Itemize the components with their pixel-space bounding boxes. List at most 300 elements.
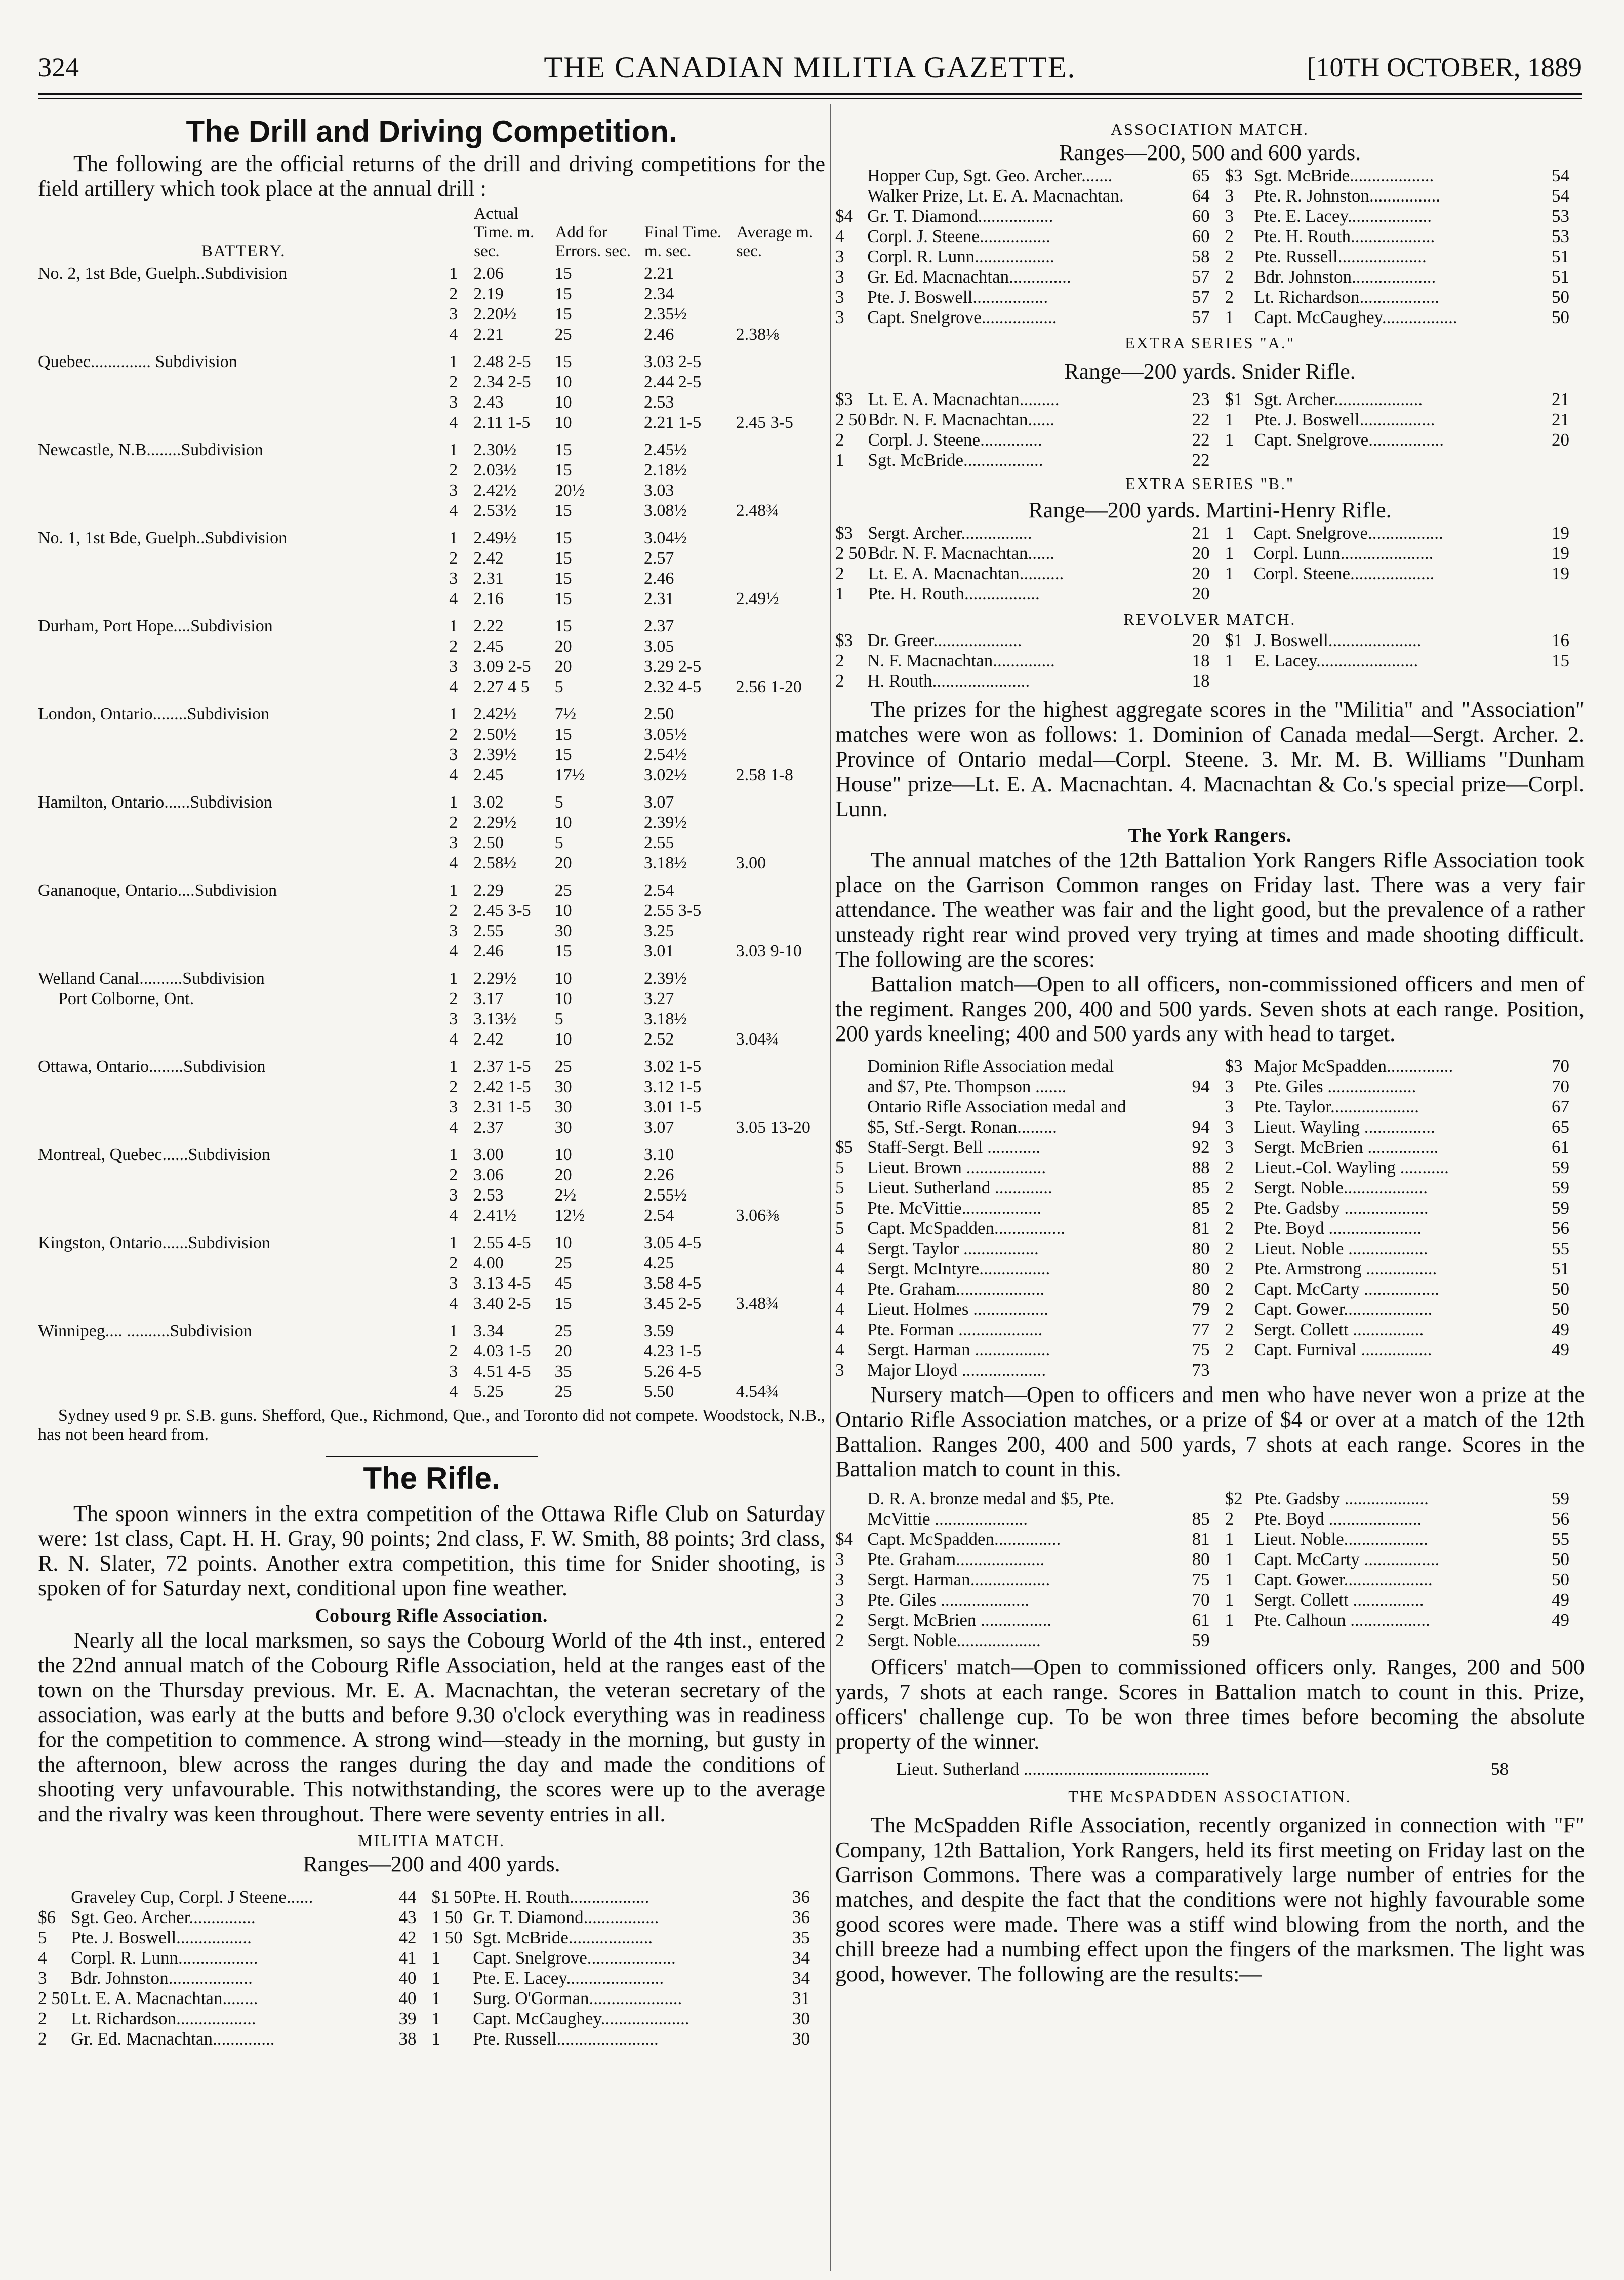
prize-cell: 1	[431, 2029, 440, 2049]
errors-cell: 25	[554, 1057, 572, 1076]
extra-a-results	[835, 389, 1585, 470]
name-cell: Hopper Cup, Sgt. Geo. Archer.......	[867, 166, 1113, 185]
nursery-results	[835, 1489, 1585, 1651]
score-row	[835, 307, 1225, 328]
score-cell: 44	[398, 1887, 417, 1907]
final-time-cell: 3.05½	[643, 725, 687, 744]
prize-cell: 1	[1225, 1549, 1234, 1569]
name-cell: Sergt. Taylor .................	[867, 1238, 1039, 1258]
subdivision-cell: 1	[449, 1145, 458, 1164]
prize-cell	[38, 1887, 71, 1907]
subdivision-cell: 2	[449, 285, 458, 303]
average-cell	[736, 433, 825, 460]
drill-row	[38, 548, 825, 569]
score-cell: 20	[1552, 430, 1569, 450]
score-row	[835, 1590, 1225, 1610]
header-rule-thin	[38, 98, 1582, 99]
score-cell: 49	[1552, 1610, 1569, 1630]
name-cell: Lieut. Noble ..................	[1254, 1238, 1428, 1258]
name-cell: Pte. Taylor....................	[1254, 1097, 1419, 1116]
score-row	[1225, 1259, 1585, 1279]
drill-row	[38, 1138, 825, 1165]
battery-cell: Durham, Port Hope....Subdivision	[38, 617, 273, 635]
errors-cell: 15	[554, 529, 572, 547]
average-cell	[736, 345, 825, 372]
drill-row	[38, 609, 825, 636]
score-row	[835, 543, 1225, 564]
final-time-cell: 2.52	[643, 1030, 674, 1049]
prize-cell: 3	[835, 1570, 844, 1589]
battery-cell	[38, 1077, 449, 1097]
final-time-cell: 3.04½	[643, 529, 687, 547]
average-cell	[736, 1362, 825, 1382]
name-cell: Sgt. McBride...................	[473, 1928, 653, 1947]
score-row	[835, 410, 1225, 430]
prize-cell: 4	[835, 1238, 844, 1258]
errors-cell: 10	[554, 989, 572, 1008]
score-cell: 30	[792, 2009, 810, 2028]
score-row	[835, 1117, 1225, 1137]
drill-row	[38, 1009, 825, 1029]
battery-cell	[38, 725, 449, 745]
name-cell: Capt. Gower....................	[1254, 1570, 1433, 1589]
actual-time-cell: 2.55	[473, 922, 504, 940]
drill-row	[38, 1362, 825, 1382]
score-cell: 80	[1192, 1549, 1210, 1569]
score-cell: 57	[1192, 267, 1210, 287]
actual-time-cell: 3.00	[473, 1145, 504, 1164]
errors-cell: 15	[554, 1294, 572, 1313]
score-row	[1225, 1279, 1585, 1299]
battery-cell	[38, 1206, 449, 1226]
actual-time-cell: 3.34	[473, 1322, 504, 1340]
actual-time-cell: 2.58½	[473, 854, 517, 872]
final-time-cell: 3.18½	[643, 1010, 687, 1028]
score-cell: 16	[1552, 630, 1569, 650]
score-cell: 20	[1192, 564, 1210, 583]
extra-b-title: EXTRA SERIES "B."	[1125, 474, 1295, 493]
final-time-cell: 3.07	[643, 793, 674, 812]
prize-cell: 1	[835, 584, 844, 604]
name-cell: Capt. McSpadden................	[867, 1218, 1066, 1238]
average-cell	[736, 725, 825, 745]
battery-cell	[38, 921, 449, 941]
score-row	[1225, 1590, 1585, 1610]
score-row	[1225, 1097, 1585, 1117]
prize-cell	[835, 1117, 867, 1137]
average-cell	[736, 833, 825, 853]
prize-cell	[835, 1489, 867, 1509]
score-cell: 49	[1552, 1319, 1569, 1339]
subdivision-cell: 3	[449, 393, 458, 412]
prize-cell: 1	[1225, 564, 1234, 583]
prize-cell: 1	[431, 2009, 440, 2028]
actual-time-cell: 4.03 1-5	[473, 1342, 531, 1361]
score-cell: 55	[1552, 1238, 1569, 1258]
prize-cell: 3	[1225, 1117, 1234, 1137]
name-cell: Capt. McCaughey....................	[473, 2009, 689, 2028]
score-row	[1225, 1117, 1585, 1137]
name-cell: Lt. E. A. Macnachtan.........	[868, 389, 1060, 409]
drill-row	[38, 813, 825, 833]
section-rule	[326, 1456, 538, 1457]
score-cell: 53	[1552, 226, 1569, 246]
actual-time-cell: 2.11 1-5	[473, 413, 531, 432]
score-cell: 61	[1552, 1137, 1569, 1157]
errors-cell: 17½	[554, 766, 585, 784]
name-cell: Pte. Armstrong ................	[1254, 1259, 1437, 1278]
name-cell: Pte. Graham....................	[867, 1549, 1045, 1569]
name-cell: Pte. H. Routh..................	[473, 1887, 649, 1907]
score-row	[835, 226, 1225, 247]
subdivision-cell: 4	[449, 854, 458, 872]
militia-match-title: MILITIA MATCH.	[358, 1831, 505, 1850]
battery-cell	[38, 392, 449, 413]
battery-cell: No. 2, 1st Bde, Guelph..Subdivision	[38, 264, 288, 283]
score-cell: 59	[1192, 1630, 1210, 1650]
average-cell	[736, 697, 825, 725]
drill-row	[38, 989, 825, 1009]
score-cell	[1182, 1489, 1225, 1509]
officer-score: 58	[1491, 1759, 1509, 1779]
score-cell: 79	[1192, 1299, 1210, 1319]
battalion-right-list	[1225, 1056, 1585, 1360]
average-cell: 2.49½	[736, 589, 779, 608]
score-cell: 21	[1552, 410, 1569, 429]
average-cell: 2.45 3-5	[736, 413, 793, 432]
actual-time-cell: 2.22	[473, 617, 504, 635]
final-time-cell: 5.50	[643, 1382, 674, 1401]
actual-time-cell: 2.42	[473, 1030, 504, 1049]
name-cell: Dominion Rifle Association medal	[867, 1056, 1114, 1076]
prize-cell: 3	[835, 267, 844, 287]
score-row	[1225, 267, 1585, 287]
average-cell	[736, 1077, 825, 1097]
actual-time-cell: 2.19	[473, 285, 504, 303]
drill-row	[38, 1185, 825, 1206]
subdivision-cell: 3	[449, 922, 458, 940]
name-cell: Major McSpadden...............	[1254, 1056, 1453, 1076]
final-time-cell: 2.35½	[643, 305, 687, 324]
drill-row	[38, 636, 825, 657]
actual-time-cell: 2.39½	[473, 745, 517, 764]
name-cell: Gr. Ed. Macnachtan..............	[867, 267, 1071, 287]
errors-cell: 5	[554, 793, 563, 812]
battery-cell	[38, 765, 449, 785]
score-row	[835, 166, 1225, 186]
prize-cell: 3	[38, 1968, 47, 1988]
prize-cell: 1	[1225, 523, 1234, 543]
prize-cell: $3	[1225, 1056, 1243, 1076]
score-cell: 50	[1552, 1549, 1569, 1569]
score-row	[38, 1948, 432, 1968]
name-cell: Pte. E. Lacey......................	[473, 1968, 664, 1988]
prize-cell: 2	[835, 564, 844, 583]
score-row	[38, 1887, 432, 1907]
subdivision-cell: 2	[449, 1077, 458, 1096]
actual-time-cell: 2.21	[473, 325, 504, 344]
score-row	[835, 1218, 1225, 1238]
score-cell: 80	[1192, 1279, 1210, 1299]
score-cell: 35	[792, 1928, 810, 1947]
actual-time-cell: 2.37 1-5	[473, 1057, 531, 1076]
score-row	[835, 247, 1225, 267]
score-row	[432, 2029, 826, 2049]
prize-cell	[835, 1056, 867, 1076]
battery-cell	[38, 677, 449, 697]
name-cell: Pte. Giles ....................	[867, 1590, 1030, 1610]
actual-time-cell: 2.27 4 5	[473, 677, 530, 696]
actual-time-cell: 2.53½	[473, 501, 517, 520]
drill-row	[38, 1382, 825, 1402]
final-time-cell: 5.26 4-5	[643, 1362, 702, 1381]
errors-cell: 15	[554, 589, 572, 608]
subdivision-cell: 2	[449, 725, 458, 744]
subdivision-cell: 3	[449, 1186, 458, 1205]
name-cell: Capt. Furnival ................	[1254, 1340, 1432, 1359]
drill-row	[38, 765, 825, 785]
revolver-results	[835, 630, 1585, 691]
name-cell: Pte. Calhoun ..................	[1254, 1610, 1430, 1630]
name-cell: Capt. Snelgrove.................	[1254, 430, 1444, 450]
prize-cell	[835, 166, 867, 186]
subdivision-cell: 4	[449, 766, 458, 784]
score-row	[835, 1549, 1225, 1570]
score-cell: 49	[1552, 1340, 1569, 1359]
name-cell: Capt. McSpadden...............	[867, 1529, 1061, 1549]
name-cell: Pte. Russell.......................	[473, 2029, 659, 2049]
average-cell	[736, 1253, 825, 1273]
score-cell: 59	[1552, 1178, 1569, 1197]
battery-cell	[38, 1273, 449, 1294]
name-cell: Lieut.-Col. Wayling ...........	[1254, 1157, 1449, 1177]
name-cell: Dr. Greer....................	[867, 630, 1022, 650]
score-row	[1225, 1340, 1585, 1360]
average-cell	[736, 372, 825, 392]
average-cell	[736, 1097, 825, 1117]
final-time-cell: 2.18½	[643, 461, 687, 479]
average-cell: 2.58 1-8	[736, 766, 793, 784]
actual-time-cell: 3.17	[473, 989, 504, 1008]
subdivision-cell: 1	[449, 441, 458, 459]
errors-cell: 2½	[554, 1186, 577, 1205]
prize-cell: 5	[835, 1198, 844, 1218]
score-cell: 15	[1552, 651, 1569, 670]
errors-cell: 7½	[554, 705, 577, 724]
drill-row	[38, 1077, 825, 1097]
errors-cell: 25	[554, 1382, 572, 1401]
subdivision-cell: 4	[449, 1294, 458, 1313]
militia-right-list	[432, 1887, 826, 2049]
actual-time-cell: 3.09 2-5	[473, 657, 531, 676]
drill-row	[38, 1097, 825, 1117]
drill-row	[38, 372, 825, 392]
score-cell: 64	[1192, 186, 1210, 206]
score-row	[432, 1928, 826, 1948]
prize-cell	[835, 186, 867, 206]
average-cell	[736, 1050, 825, 1077]
score-row	[1225, 247, 1585, 267]
actual-time-cell: 2.49½	[473, 529, 517, 547]
errors-cell: 10	[554, 413, 572, 432]
score-row	[1225, 389, 1585, 410]
final-time-cell: 2.44 2-5	[643, 373, 702, 391]
errors-cell: 12½	[554, 1206, 585, 1225]
extra-b-left-list	[835, 523, 1225, 604]
drill-row	[38, 873, 825, 901]
masthead-title: THE CANADIAN MILITIA GAZETTE.	[544, 51, 1076, 84]
score-cell: 65	[1552, 1117, 1569, 1137]
prizes-para: The prizes for the highest aggregate scores in the "Militia" and "Association" matches were won as follows: 1. Dominion of Canada medal—Sergt. Archer. 2. Province of Ontario medal—Corpl. Steene. 3. Mr. M. B. Williams "Dunham House" prize—Lt. E. A. Macnachtan. 4. Macnachtan & Co.'s special prize—Corpl. Lunn.	[835, 697, 1585, 821]
subdivision-cell: 3	[449, 1362, 458, 1381]
prize-cell: 1	[431, 1948, 440, 1968]
final-time-cell: 2.54	[643, 1206, 674, 1225]
drill-row	[38, 1294, 825, 1314]
score-row	[835, 1529, 1225, 1549]
average-cell	[736, 460, 825, 481]
final-time-cell: 3.08½	[643, 501, 687, 520]
final-time-cell: 2.54½	[643, 745, 687, 764]
name-cell: Lt. E. A. Macnachtan........	[71, 1988, 258, 2008]
battery-cell	[38, 304, 449, 325]
final-time-cell: 2.55 3-5	[643, 901, 702, 920]
score-cell: 51	[1552, 267, 1569, 287]
prize-cell: 3	[835, 1360, 844, 1380]
battery-cell	[38, 569, 449, 589]
actual-time-cell: 3.13½	[473, 1010, 517, 1028]
prize-cell: 3	[835, 307, 844, 327]
score-row	[835, 1056, 1225, 1076]
actual-time-cell: 2.42	[473, 549, 504, 568]
score-cell: 85	[1192, 1198, 1210, 1218]
score-row	[835, 1489, 1225, 1509]
name-cell: Pte. McVittie..................	[867, 1198, 1042, 1218]
name-cell: Bdr. Johnston...................	[71, 1968, 253, 1988]
score-cell: 75	[1192, 1340, 1210, 1359]
average-cell: 3.04¾	[736, 1030, 779, 1049]
prize-cell: 3	[835, 247, 844, 266]
score-row	[835, 630, 1225, 651]
name-cell: Sgt. Geo. Archer...............	[71, 1907, 256, 1927]
battery-cell: No. 1, 1st Bde, Guelph..Subdivision	[38, 529, 288, 547]
name-cell: Pte. J. Boswell.................	[867, 287, 1048, 307]
prize-cell: $4	[835, 206, 853, 226]
revolver-title: REVOLVER MATCH.	[1123, 610, 1296, 628]
average-cell	[736, 304, 825, 325]
score-row	[835, 450, 1225, 470]
score-row	[835, 1097, 1225, 1117]
score-row	[835, 430, 1225, 450]
prize-cell: 4	[835, 226, 844, 246]
name-cell: Capt. Gower....................	[1254, 1299, 1433, 1319]
score-cell: 43	[398, 1907, 417, 1927]
prize-cell: 1	[1225, 543, 1234, 563]
score-cell: 31	[792, 1988, 810, 2008]
actual-time-cell: 2.48 2-5	[473, 352, 531, 371]
score-row	[1225, 1178, 1585, 1198]
score-row	[835, 389, 1225, 410]
errors-cell: 30	[554, 922, 572, 940]
score-row	[38, 2029, 432, 2049]
association-ranges: Ranges—200, 500 and 600 yards.	[1059, 140, 1361, 165]
battery-cell	[38, 548, 449, 569]
score-cell: 50	[1552, 1570, 1569, 1589]
score-row	[1225, 1056, 1585, 1076]
score-row	[835, 186, 1225, 206]
name-cell: Pte. Graham....................	[867, 1279, 1045, 1299]
final-time-cell: 2.39½	[643, 969, 687, 988]
actual-time-cell: 2.06	[473, 264, 504, 283]
final-time-cell: 3.10	[643, 1145, 674, 1164]
battery-cell	[38, 636, 449, 657]
name-cell: Sgt. McBride...................	[1254, 166, 1434, 185]
score-cell: 19	[1552, 523, 1569, 543]
drill-title: The Drill and Driving Competition.	[186, 114, 677, 148]
score-row	[1225, 307, 1585, 328]
score-row	[1225, 564, 1585, 584]
prize-cell: 5	[835, 1178, 844, 1197]
battery-cell	[38, 372, 449, 392]
score-row	[1225, 1549, 1585, 1570]
prize-cell: 5	[835, 1218, 844, 1238]
name-cell: Sergt. Collett ................	[1254, 1590, 1424, 1610]
prize-cell: 2	[1225, 226, 1234, 246]
battery-cell: Winnipeg.... ..........Subdivision	[38, 1322, 252, 1340]
drill-row	[38, 697, 825, 725]
drill-row	[38, 725, 825, 745]
prize-cell: 4	[835, 1259, 844, 1278]
average-cell: 4.54¾	[736, 1382, 779, 1401]
prize-cell: $3	[835, 389, 853, 409]
score-row	[38, 1907, 432, 1928]
name-cell: and $7, Pte. Thompson .......	[867, 1076, 1067, 1096]
drill-row	[38, 325, 825, 345]
name-cell: Lt. E. A. Macnachtan..........	[868, 564, 1064, 583]
col-battery: BATTERY.	[201, 242, 286, 260]
subdivision-cell: 3	[449, 569, 458, 588]
prize-cell: 1	[1225, 307, 1234, 327]
final-time-cell: 3.27	[643, 989, 674, 1008]
battery-cell	[38, 833, 449, 853]
errors-cell: 15	[554, 352, 572, 371]
name-cell: Lt. Richardson..................	[1254, 287, 1439, 307]
prize-cell: 2	[1225, 1178, 1234, 1197]
name-cell: J. Boswell.....................	[1254, 630, 1422, 650]
actual-time-cell: 2.45	[473, 637, 504, 656]
name-cell: Corpl. Lunn.....................	[1253, 543, 1434, 563]
final-time-cell: 3.12 1-5	[643, 1077, 702, 1096]
drill-row	[38, 481, 825, 501]
name-cell: Sergt. Harman..................	[867, 1570, 1050, 1589]
drill-row	[38, 1206, 825, 1226]
score-cell: 39	[398, 2009, 417, 2028]
name-cell: Pte. Boyd .....................	[1254, 1218, 1422, 1238]
score-row	[1225, 1076, 1585, 1097]
score-cell: 40	[398, 1988, 417, 2008]
name-cell: Gr. Ed. Macnachtan..............	[71, 2029, 275, 2049]
battery-cell	[38, 1253, 449, 1273]
prize-cell: 2	[835, 1630, 844, 1650]
final-time-cell: 2.32 4-5	[643, 677, 702, 696]
final-time-cell: 2.21 1-5	[643, 413, 702, 432]
final-time-cell: 2.37	[643, 617, 674, 635]
name-cell: Capt. Snelgrove.................	[867, 307, 1057, 327]
battery-cell	[38, 589, 449, 609]
prize-cell: 4	[835, 1340, 844, 1359]
actual-time-cell: 2.50	[473, 833, 504, 852]
name-cell: Gr. T. Diamond.................	[867, 206, 1053, 226]
final-time-cell: 3.29 2-5	[643, 657, 702, 676]
